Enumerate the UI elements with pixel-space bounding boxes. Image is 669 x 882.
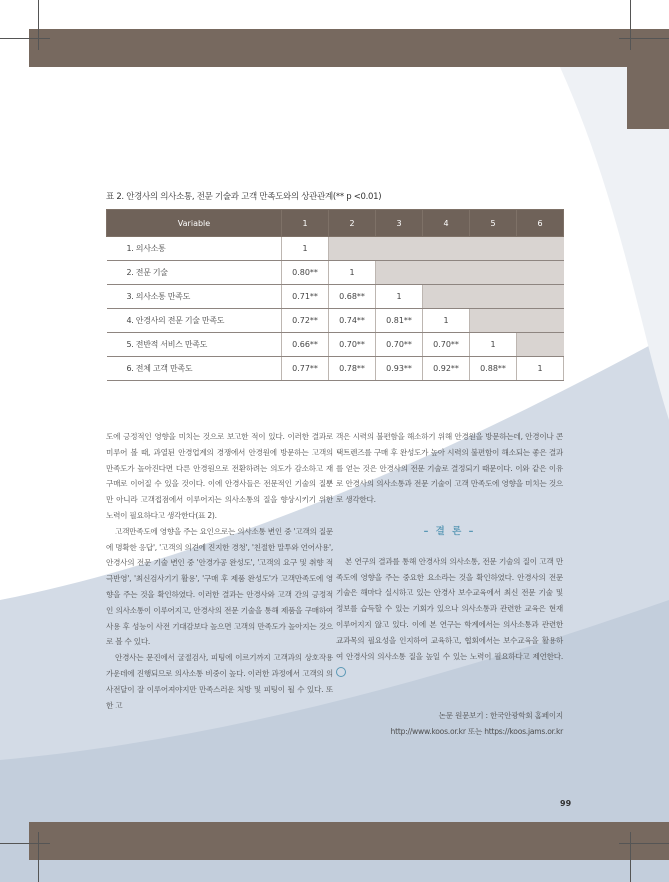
- empty-cell: [470, 237, 517, 261]
- empty-cell: [470, 309, 517, 333]
- crop-mark: [0, 843, 50, 844]
- table-cell: 0.74**: [329, 309, 376, 333]
- empty-cell: [329, 237, 376, 261]
- table-cell: 1: [376, 285, 423, 309]
- table-cell: 0.93**: [376, 357, 423, 381]
- row-label: 4. 안경사의 전문 기술 만족도: [107, 309, 282, 333]
- empty-cell: [470, 261, 517, 285]
- body-paragraph: [336, 554, 563, 680]
- table-row: [107, 261, 564, 285]
- empty-cell: [376, 237, 423, 261]
- row-label: 2. 전문 기술: [107, 261, 282, 285]
- table-cell: 0.92**: [423, 357, 470, 381]
- source-note: [336, 708, 563, 740]
- header-cell: 6: [517, 210, 564, 237]
- table-cell: 1: [423, 309, 470, 333]
- row-label: 6. 전체 고객 만족도: [107, 357, 282, 381]
- table-row: [107, 333, 564, 357]
- empty-cell: [517, 333, 564, 357]
- empty-cell: [376, 261, 423, 285]
- table-cell: 0.72**: [282, 309, 329, 333]
- crop-mark: [619, 38, 669, 39]
- empty-cell: [517, 261, 564, 285]
- source-urls: http://www.koos.or.kr 또는 https://koos.jams.or.kr: [390, 726, 563, 736]
- empty-cell: [423, 261, 470, 285]
- crop-mark: [619, 843, 669, 844]
- table-cell: 0.78**: [329, 357, 376, 381]
- row-label: 1. 의사소통: [107, 237, 282, 261]
- table-row: [107, 309, 564, 333]
- row-label: 3. 의사소통 만족도: [107, 285, 282, 309]
- row-label: 5. 전반적 서비스 만족도: [107, 333, 282, 357]
- header-cell: 1: [282, 210, 329, 237]
- empty-cell: [517, 309, 564, 333]
- empty-cell: [423, 285, 470, 309]
- table-cell: 1: [470, 333, 517, 357]
- page-number: 99: [560, 799, 572, 808]
- crop-mark: [38, 0, 39, 50]
- side-decor-band: [627, 29, 669, 129]
- table-header-row: [107, 210, 564, 237]
- left-text-column: [106, 429, 333, 713]
- table-cell: 1: [282, 237, 329, 261]
- table-row: [107, 357, 564, 381]
- right-text-column: [336, 429, 563, 740]
- table-cell: 0.88**: [470, 357, 517, 381]
- end-mark-icon: [336, 667, 346, 677]
- table-cell: 0.66**: [282, 333, 329, 357]
- table-cell: 0.80**: [282, 261, 329, 285]
- body-paragraph: 객은 시력의 불편함을 해소하기 위해 안경원을 방문하는데, 안경이나 콘택트렌즈를 구매 후 완성도가 높아 시력의 불편함이 해소되는 좋은 결과를 얻는 것은 안경사의 전문 기술로 결정되기 때문이다. 이와 같은 이유로 안경사의 의사소통과 전문 기술이 고객 만족도에 영향을 미치는 것으로 생각한다.: [336, 432, 563, 505]
- empty-cell: [517, 237, 564, 261]
- table-cell: 0.70**: [376, 333, 423, 357]
- table-cell: 0.68**: [329, 285, 376, 309]
- table-row: [107, 285, 564, 309]
- crop-mark: [630, 0, 631, 50]
- crop-mark: [38, 832, 39, 882]
- empty-cell: [423, 237, 470, 261]
- table-cell: 0.70**: [423, 333, 470, 357]
- source-label: 논문 원문보기 : 한국안광학회 홈페이지: [438, 711, 563, 721]
- body-paragraph: 도에 긍정적인 영향을 미치는 것으로 보고한 적이 있다. 이러한 결과로 미루어 볼 때, 과열된 안경업계의 경쟁에서 안경원에 방문하는 고객의 만족도가 높아진다면 다른 안경원으로 전환하려는 의도가 감소하고 재구매로 이어질 수 있을 것이다. 이에 안경사들은 전문적인 기술의 질뿐만 아니라 고객접점에서 이루어지는 의사소통의 질을 향상시키기 위한 노력이 필요하다고 생각한다(표 2).: [106, 432, 333, 520]
- table-cell: 0.71**: [282, 285, 329, 309]
- body-paragraph: 안경사는 문진에서 굴절검사, 피팅에 이르기까지 고객과의 상호작용 가운데에 진행되므로 의사소통 비중이 높다. 이러한 과정에서 고객의 의사전달이 잘 이루어져야지만 만족스러운 처방 및 피팅이 될 수 있다. 또한 고: [106, 653, 333, 710]
- table-cell: 1: [517, 357, 564, 381]
- table-cell: 0.70**: [329, 333, 376, 357]
- empty-cell: [517, 285, 564, 309]
- header-cell: 5: [470, 210, 517, 237]
- table-caption: 표 2. 안경사의 의사소통, 전문 기술과 고객 만족도와의 상관관계(** p <0.01): [106, 192, 382, 202]
- bottom-decor-band: [29, 822, 669, 860]
- top-decor-band: [29, 29, 669, 67]
- crop-mark: [0, 38, 50, 39]
- table-row: [107, 237, 564, 261]
- table-cell: 1: [329, 261, 376, 285]
- section-heading: – 결 론 –: [423, 525, 476, 537]
- body-paragraph: 고객만족도에 영향을 주는 요인으로는 의사소통 변인 중 '고객의 질문에 명확한 응답', '고객의 의견에 진지한 경청', '친절한 말투와 언어사용', 안경사의 전문 기술 변인 중 '안경가공 완성도', '고객의 요구 및 취향 적극반영', '최신검사기기 활용', '구매 후 제품 완성도'가 고객만족도에 영향을 주는 것을 확인하였다. 이러한 결과는 안경사와 고객 간의 긍정적인 의사소통이 이루어지고, 안경사의 전문 기술을 통해 제품을 구매하여 사용 후 성능이 사전 기대감보다 높으면 고객의 만족도가 높아지는 것으로 볼 수 있다.: [106, 526, 333, 647]
- header-cell: 2: [329, 210, 376, 237]
- header-cell: Variable: [107, 210, 282, 237]
- table-cell: 0.77**: [282, 357, 329, 381]
- crop-mark: [630, 832, 631, 882]
- header-cell: 4: [423, 210, 470, 237]
- conclusion-text: 본 연구의 결과를 통해 안경사의 의사소통, 전문 기술의 질이 고객 만족도에 영향을 주는 중요한 요소라는 것을 확인하였다. 안경사의 전문 기술은 해마다 실시하고 있는 안경사 보수교육에서 최신 전문 기술 및 정보를 습득할 수 있는 기회가 있으나 의사소통과 관련한 교육은 현재 이루어지지 않고 있다. 이에 본 연구는 학계에서는 의사소통과 관련한 교과목의 필요성을 인지하여 교육하고, 협회에서는 보수교육을 활용하여 안경사의 의사소통 질을 높일 수 있는 노력이 필요하다고 제언한다.: [336, 556, 563, 661]
- header-cell: 3: [376, 210, 423, 237]
- correlation-table: [106, 209, 564, 381]
- empty-cell: [470, 285, 517, 309]
- table-cell: 0.81**: [376, 309, 423, 333]
